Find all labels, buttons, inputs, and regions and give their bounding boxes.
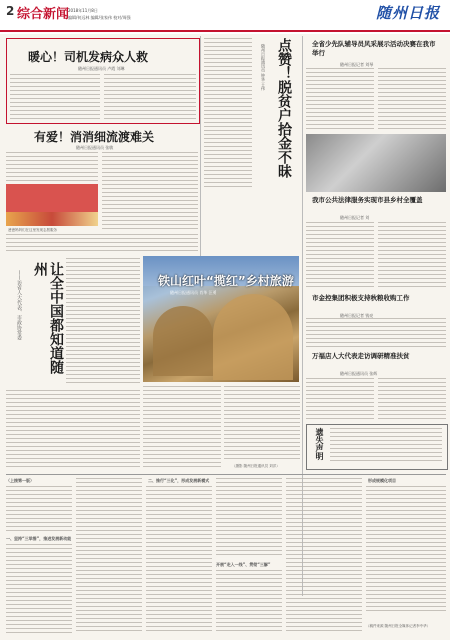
article-body	[224, 386, 300, 462]
article-body	[378, 68, 446, 132]
newspaper-logo: 随州日报	[376, 4, 441, 22]
subheading: 一、坚持“三举措”，推进发展新动能	[6, 536, 72, 541]
headline-law: 让全中国都知道随州	[32, 262, 64, 374]
article-body	[146, 486, 212, 634]
editor-line: 编辑/何远林 编辑/张家伟 校对/周强	[68, 15, 131, 20]
article-body	[306, 378, 374, 420]
article-body	[286, 478, 362, 634]
headline-warm-heart: 暖心！司机发病众人救	[28, 50, 149, 64]
article-body	[66, 258, 140, 386]
notice-title: 遗失声明	[315, 428, 324, 460]
subtitle-law: ——访省人大代表、市政协常委	[16, 270, 22, 340]
poverty-article	[254, 38, 298, 188]
article-body	[6, 390, 140, 470]
photo-caption: 爸爸妈妈们在这里发现志愿服务	[8, 228, 57, 232]
law-article-head	[4, 262, 62, 382]
article-body	[306, 318, 446, 348]
headline-love: 有爱！消消细流渡难关	[34, 130, 155, 144]
article-body	[76, 478, 142, 634]
article-body	[104, 74, 196, 120]
headline-poverty: 点赞！脱贫户拾金不昧	[276, 38, 292, 178]
byline-warm-heart: 随州日报通讯员 卢霞 刘琳	[78, 66, 125, 71]
article-body	[6, 234, 198, 254]
headline-autumn: 铁山红叶“揽红”乡村旅游	[158, 274, 294, 288]
byline-poverty: 随州日报通讯员 钟华 王伟	[261, 44, 266, 91]
article-body	[378, 222, 446, 290]
notice-body	[330, 428, 442, 464]
byline-wanfu: 随州日报通讯员 张辉	[340, 371, 378, 376]
byline-autumn: 随州日报通讯员 肖华 汪勇	[170, 290, 217, 295]
subheading: 形成规模化项目	[368, 478, 396, 483]
article-body	[204, 38, 252, 188]
article-body	[6, 544, 72, 634]
headline-public-law: 我市公共法律服务实现市县乡村全覆盖	[312, 196, 423, 204]
headline-right-top: 全省少先队辅导员风采展示活动决赛在我市举行	[312, 40, 436, 57]
article-body	[306, 68, 374, 132]
source-credit: （稿件来源 随州日报全媒体记者李中华）	[366, 624, 431, 628]
header-divider	[0, 30, 450, 32]
article-body	[6, 152, 98, 182]
article-body	[143, 386, 221, 470]
article-body	[6, 486, 72, 532]
date-line: 2018年11月8日	[68, 8, 98, 13]
headline-grain: 市金控集团积极支持秋粮收购工作	[312, 294, 410, 302]
article-body	[306, 222, 374, 290]
byline-public-law: 随州日报记者 刘	[340, 215, 370, 220]
article-body	[216, 478, 282, 558]
news-photo	[306, 134, 446, 192]
article-body	[10, 74, 100, 120]
subheading: 开展“走入一线”、贯彻“三解”	[216, 562, 271, 567]
byline-love: 随州日报通讯员 张敏	[76, 145, 114, 150]
article-body	[378, 378, 446, 420]
page-number: 2	[6, 4, 15, 18]
article-body	[102, 152, 198, 232]
headline-wanfu: 万福店人大代表走访调研精准扶贫	[312, 352, 410, 360]
article-body	[216, 570, 282, 634]
article-body	[366, 486, 446, 612]
section-divider	[6, 474, 446, 475]
continued-heading: （上接第一版）	[6, 478, 34, 483]
subheading: 二、推行“三化”，形成发展新模式	[148, 478, 210, 483]
section-title: 综合新闻	[17, 7, 70, 22]
news-photo	[6, 184, 98, 226]
byline-grain: 随州日报记者 钱亮	[340, 313, 374, 318]
byline-right-top: 随州日报记者 刘琴	[340, 62, 374, 67]
photo-credit: （摄影 随州日报通讯员 刘洋）	[232, 464, 280, 468]
